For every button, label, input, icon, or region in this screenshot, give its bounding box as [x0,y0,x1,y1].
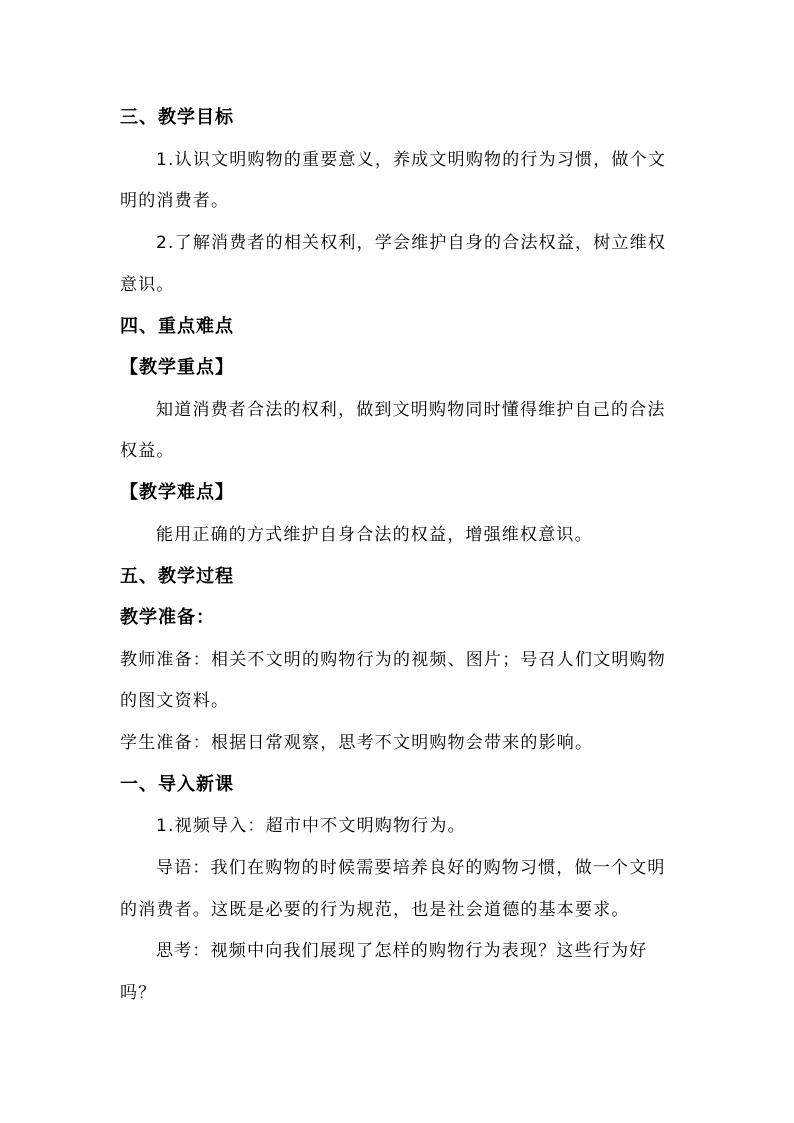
label-teaching-focus: 【教学重点】 [120,357,234,378]
student-prep-line: 学生准备：根据日常观察，思考不文明购物会带来的影响。 [120,733,594,753]
guide-line-2: 的消费者。这既是必要的行为规范，也是社会道德的基本要求。 [120,900,630,920]
section-heading-teaching-process: 五、教学过程 [120,566,234,587]
label-teaching-preparation: 教学准备： [120,607,215,628]
label-teaching-difficulty: 【教学难点】 [120,482,234,503]
section-heading-key-points: 四、重点难点 [120,316,234,337]
goal-1-line-1: 1.认识文明购物的重要意义，养成文明购物的行为习惯，做个文 [156,150,667,170]
teacher-prep-line-1: 教师准备：相关不文明的购物行为的视频、图片；号召人们文明购物 [120,650,666,670]
intro-point-1: 1.视频导入：超市中不文明购物行为。 [156,816,466,836]
goal-1-line-2: 明的消费者。 [120,191,230,211]
section-heading-introduction: 一、导入新课 [120,774,234,795]
teacher-prep-line-2: 的图文资料。 [120,691,230,711]
teaching-focus-line-1: 知道消费者合法的权利，做到文明购物同时懂得维护自己的合法 [156,400,666,420]
goal-2-line-1: 2.了解消费者的相关权利，学会维护自身的合法权益，树立维权 [156,233,667,253]
teaching-difficulty-line-1: 能用正确的方式维护自身合法的权益，增强维权意识。 [156,525,593,545]
teaching-focus-line-2: 权益。 [120,441,175,461]
think-line-1: 思考：视频中向我们展现了怎样的购物行为表现？这些行为好 [156,941,648,961]
guide-line-1: 导语：我们在购物的时候需要培养良好的购物习惯，做一个文明 [156,858,666,878]
think-line-2: 吗？ [120,983,157,1003]
section-heading-teaching-goals: 三、教学目标 [120,107,234,128]
goal-2-line-2: 意识。 [120,275,175,295]
